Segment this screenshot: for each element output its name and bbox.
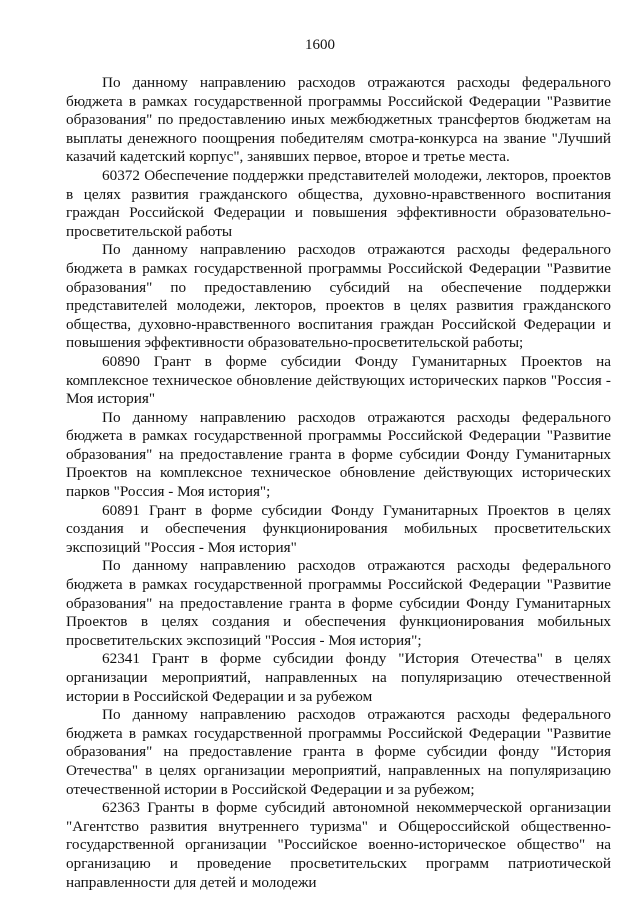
paragraph-description-62341: По данному направлению расходов отражаются расходы федерального бюджета в рамках государственной программы Российской Федерации "Развитие образования" на предоставление гранта в форме субсидии фонду "История Отечества" в целях организации мероприятий, направленных на популяризацию отечественной истории в Российской Федерации и за рубежом; <box>66 706 611 798</box>
paragraph-description-60372: По данному направлению расходов отражаются расходы федерального бюджета в рамках государственной программы Российской Федерации "Развитие образования" по предоставлению субсидий на обеспечение поддержки представителей молодежи, лекторов, проектов в целях развития гражданского общества, духовно-нравственного воспитания граждан Российской Федерации и повышения эффективности образовательно-просветительской работы; <box>66 241 611 352</box>
paragraph-heading-62363: 62363 Гранты в форме субсидий автономной некоммерческой организации "Агентство развития внутреннего туризма" и Общероссийской общественно-государственной организации "Российское военно-историческое общество" на организацию и проведение просветительских программ патриотической направленности для детей и молодежи <box>66 799 611 891</box>
document-body <box>66 74 611 892</box>
paragraph-description-60000: По данному направлению расходов отражаются расходы федерального бюджета в рамках государственной программы Российской Федерации "Развитие образования" по предоставлению иных межбюджетных трансфертов бюджетам на выплаты денежного поощрения победителям смотра-конкурса на звание "Лучший казачий кадетский корпус", занявших первое, второе и третье места. <box>66 74 611 166</box>
page-number: 1600 <box>305 37 335 53</box>
paragraph-heading-62341: 62341 Грант в форме субсидии фонду "История Отечества" в целях организации мероприятий, направленных на популяризацию отечественной истории в Российской Федерации и за рубежом <box>66 650 611 705</box>
paragraph-heading-60372: 60372 Обеспечение поддержки представителей молодежи, лекторов, проектов в целях развития гражданского общества, духовно-нравственного воспитания граждан Российской Федерации и повышения эффективности образовательно-просветительской работы <box>66 166 611 240</box>
paragraph-description-60891: По данному направлению расходов отражаются расходы федерального бюджета в рамках государственной программы Российской Федерации "Развитие образования" на предоставление гранта в форме субсидии Фонду Гуманитарных Проектов в целях создания и обеспечения функционирования мобильных просветительских экспозиций "Россия - Моя история"; <box>66 557 611 649</box>
paragraph-heading-60891: 60891 Грант в форме субсидии Фонду Гуманитарных Проектов в целях создания и обеспечения функционирования мобильных просветительских экспозиций "Россия - Моя история" <box>66 501 611 556</box>
paragraph-description-60890: По данному направлению расходов отражаются расходы федерального бюджета в рамках государственной программы Российской Федерации "Развитие образования" на предоставление гранта в форме субсидии Фонду Гуманитарных Проектов на комплексное техническое обновление действующих исторических парков "Россия - Моя история"; <box>66 408 611 501</box>
paragraph-heading-60890: 60890 Грант в форме субсидии Фонду Гуманитарных Проектов на комплексное техническое обновление действующих исторических парков "Россия - Моя история" <box>66 352 611 408</box>
